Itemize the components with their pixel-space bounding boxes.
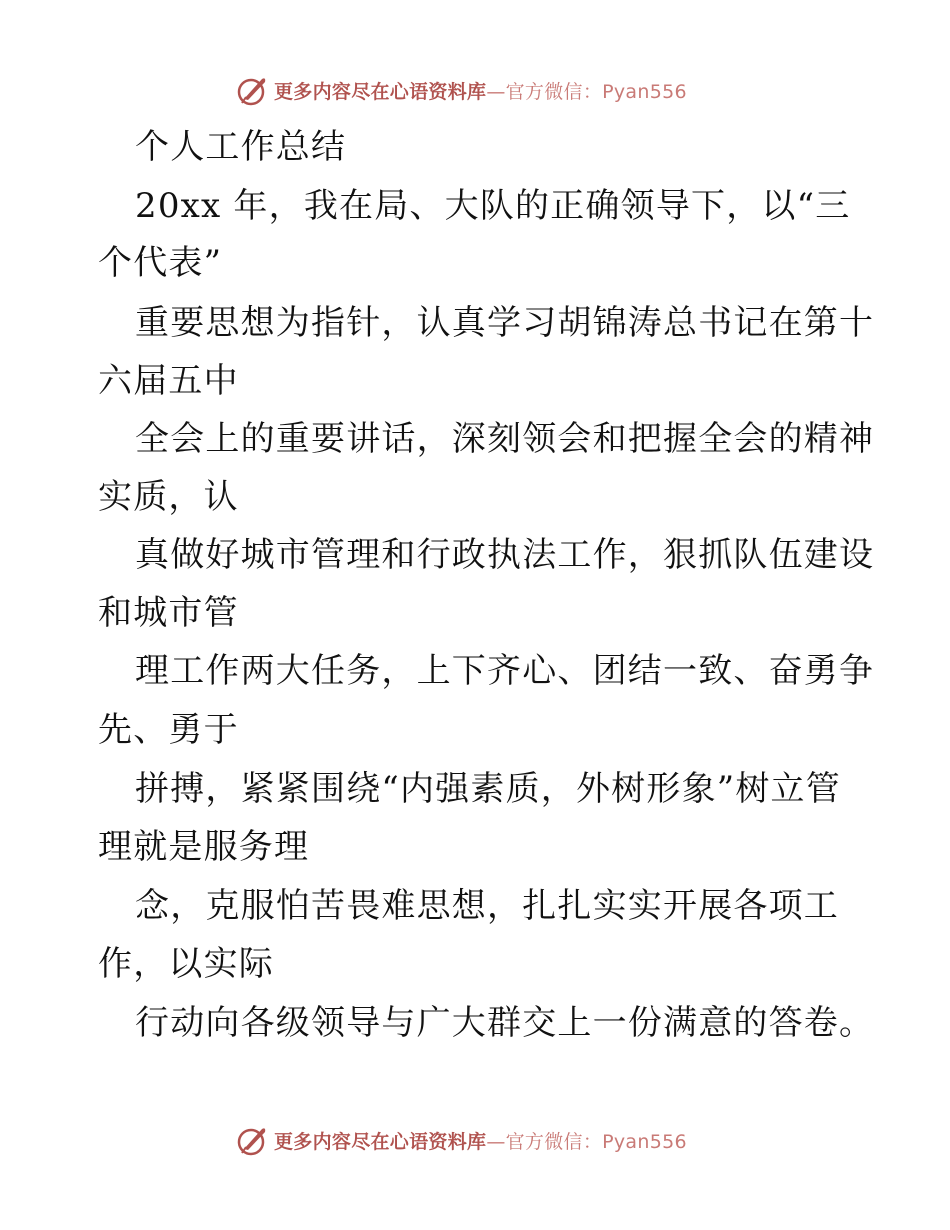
header-watermark <box>236 72 687 108</box>
body-line: 真做好城市管理和行政执法工作，狠抓队伍建设 <box>135 535 875 575</box>
body-line: 理工作两大任务，上下齐心、团结一致、奋勇争 <box>135 651 875 691</box>
body-line: 行动向各级领导与广大群交上一份满意的答卷。 <box>135 1003 875 1043</box>
footer-watermark <box>236 1122 687 1158</box>
body-line: 重要思想为指针，认真学习胡锦涛总书记在第十 <box>135 303 875 343</box>
watermark-contact-text: —官方微信：Pyan556 <box>486 1130 687 1153</box>
watermark-contact-text: —官方微信：Pyan556 <box>486 80 687 103</box>
body-line: 和城市管 <box>98 593 239 633</box>
body-line: 实质，认 <box>98 477 239 517</box>
document-title: 个人工作总结 <box>135 127 347 167</box>
body-line: 念，克服怕苦畏难思想，扎扎实实开展各项工 <box>135 886 839 926</box>
body-line: 六届五中 <box>98 361 239 401</box>
body-line: 作，以实际 <box>98 944 274 984</box>
body-line: 20xx 年，我在局、大队的正确领导下，以“三 <box>135 186 851 226</box>
body-line: 全会上的重要讲话，深刻领会和把握全会的精神 <box>135 419 875 459</box>
quill-pen-logo-icon <box>236 73 270 107</box>
body-line: 个代表” <box>98 243 223 283</box>
quill-pen-logo-icon <box>236 1123 270 1157</box>
body-line: 先、勇于 <box>98 710 239 750</box>
body-line: 拼搏，紧紧围绕“内强素质，外树形象”树立管 <box>135 769 841 809</box>
body-line: 理就是服务理 <box>98 827 310 867</box>
watermark-brand-text: 更多内容尽在心语资料库 <box>274 1130 487 1153</box>
watermark-brand-text: 更多内容尽在心语资料库 <box>274 80 487 103</box>
